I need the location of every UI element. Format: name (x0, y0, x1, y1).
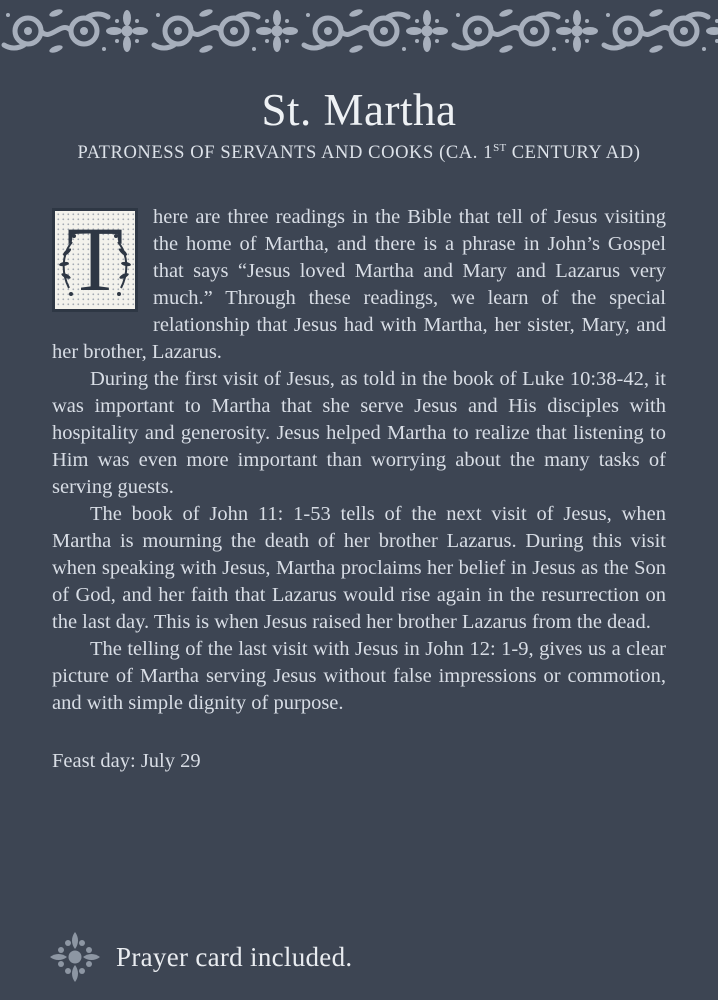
drop-cap-letter: T (66, 208, 124, 310)
illuminated-initial-T-icon (52, 208, 138, 312)
paragraph-intro (52, 204, 666, 366)
paragraph-second-visit: The book of John 11: 1-53 tells of the next visit of Jesus, when Martha is mourning the death of her brother Lazarus. During this visit when speaking with Jesus, Martha proclaims her belief in Jesus as the Son of God, and her faith that Lazarus would rise again in the resurrection on the last day. This is when Jesus raised her brother Lazarus from the dead. (52, 503, 666, 633)
feast-day-line: Feast day: July 29 (52, 750, 201, 772)
subtitle-text-end: CENTURY AD) (506, 143, 641, 163)
subtitle-superscript: ST (493, 142, 507, 154)
page-subtitle (0, 142, 718, 164)
subtitle-text: PATRONESS OF SERVANTS AND COOKS (CA. 1 (77, 143, 494, 163)
footer-note: Prayer card included. (116, 941, 353, 972)
page-title: St. Martha (261, 85, 457, 135)
paragraph-first-visit: During the first visit of Jesus, as told in the book of Luke 10:38-42, it was important to Martha that she serve Jesus and His disciples with hospitality and generosity. Jesus helped Martha to realize that listening to Him was even more important than worrying about the many tasks of serving guests. (52, 368, 666, 498)
body-text (52, 204, 666, 775)
footer (48, 930, 352, 984)
paragraph-intro-text: here are three readings in the Bible that tell of Jesus visiting the home of Martha, and there is a phrase in John’s Gospel that says “Jesus loved Martha and Mary and Lazarus very much.” Through these readings, we learn of the special relationship that Jesus had with Martha, her sister, Mary, and her brother, Lazarus. (52, 206, 666, 363)
floral-cross-icon (48, 930, 102, 984)
ornamental-scroll-border-icon (0, 5, 718, 57)
paragraph-last-visit: The telling of the last visit with Jesus in John 12: 1-9, gives us a clear picture of Martha serving Jesus without false impressions or commotion, and with simple dignity of purpose. (52, 638, 666, 714)
